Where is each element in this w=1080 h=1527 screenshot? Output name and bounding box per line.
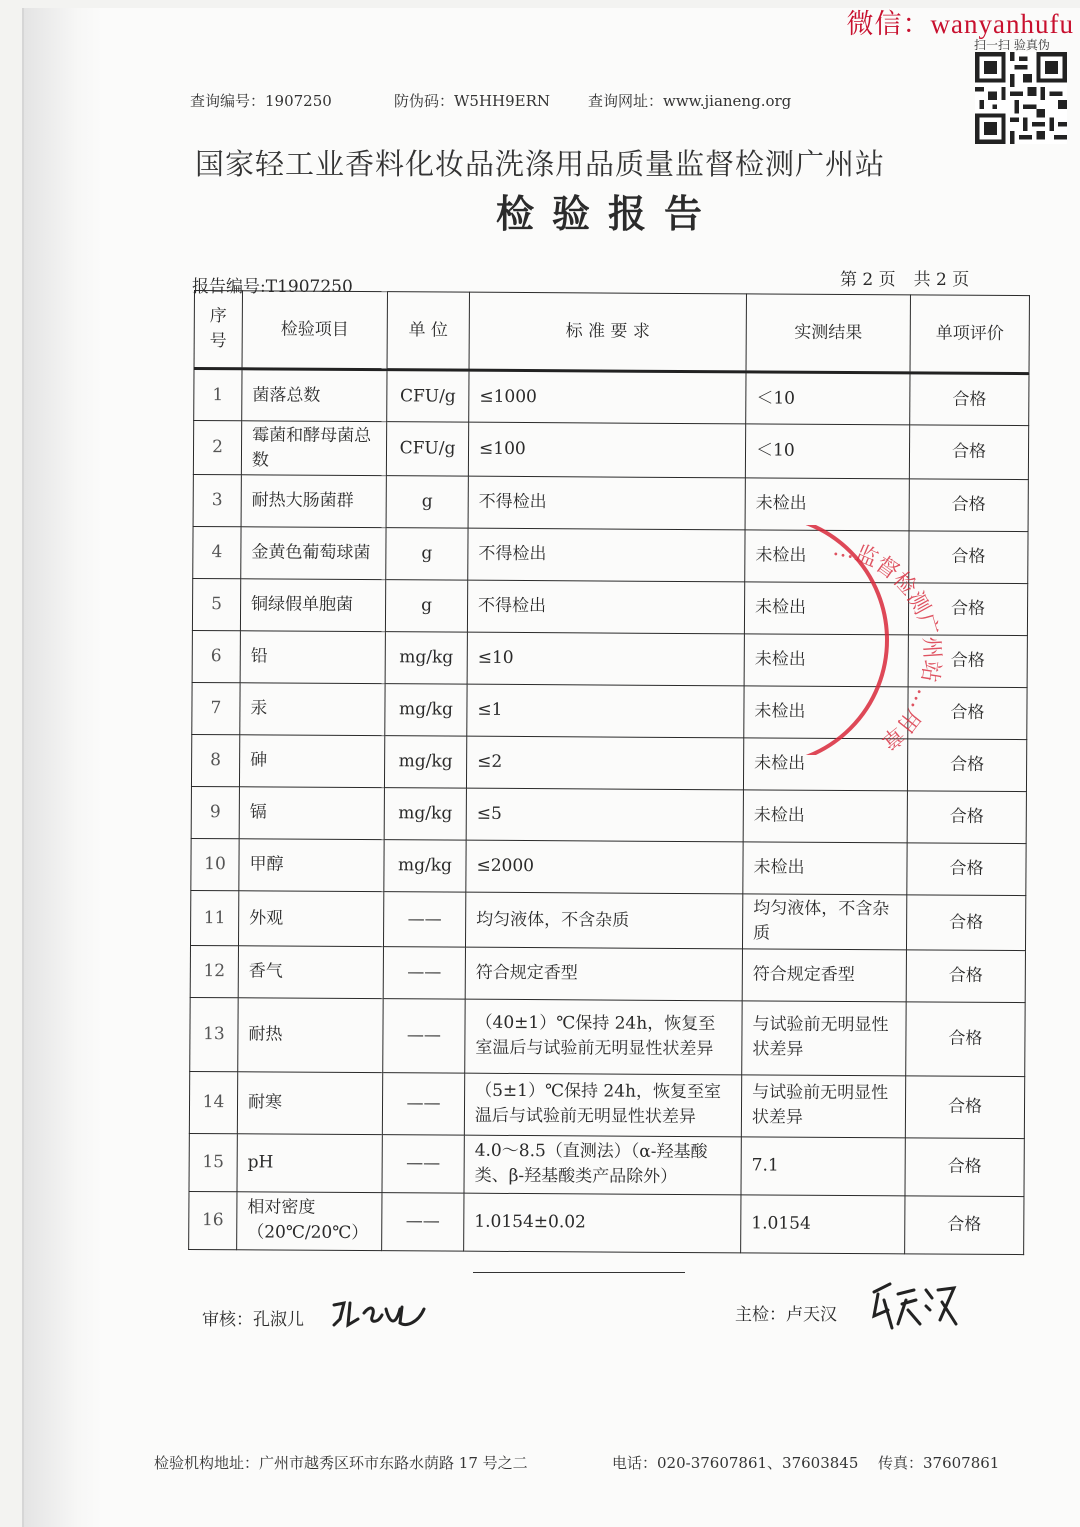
- cell-item: 耐热: [238, 997, 383, 1072]
- cell-item: 菌落总数: [242, 369, 387, 422]
- cell-result: 未检出: [744, 582, 908, 635]
- cell-seq: 15: [189, 1133, 237, 1191]
- cell-seq: 3: [193, 475, 241, 527]
- cell-standard: 1.0154±0.02: [464, 1193, 741, 1253]
- cell-standard: ≤1: [467, 684, 744, 738]
- page-total: 共 2 页: [913, 270, 970, 290]
- cell-unit: mg/kg: [384, 840, 466, 892]
- cell-evaluation: 合格: [906, 949, 1025, 1002]
- header-evaluation: 单项评价: [910, 295, 1029, 374]
- cell-evaluation: 合格: [908, 687, 1027, 740]
- cell-result: 未检出: [745, 478, 909, 531]
- footer-phone: 电话：020-37607861、37603845: [612, 1454, 859, 1472]
- page-info: [840, 265, 987, 290]
- table-row: [194, 369, 1029, 426]
- query-url: 查询网址：www.jianeng.org: [588, 92, 792, 110]
- qr-code-icon[interactable]: [975, 52, 1067, 144]
- cell-result: 与试验前无明显性状差异: [742, 1000, 906, 1075]
- cell-item: 铜绿假单胞菌: [240, 579, 385, 632]
- cell-result: 符合规定香型: [742, 948, 906, 1001]
- cell-evaluation: 合格: [909, 531, 1028, 584]
- cell-unit: mg/kg: [384, 736, 466, 788]
- cell-item: 砷: [239, 735, 384, 788]
- table-row: [191, 787, 1026, 844]
- cell-result: 与试验前无明显性状差异: [741, 1074, 905, 1137]
- table-row: [189, 1071, 1024, 1138]
- cell-item: 镉: [239, 787, 384, 840]
- cell-unit: mg/kg: [384, 788, 466, 840]
- signature-divider: [473, 1272, 685, 1273]
- cell-seq: 11: [190, 891, 238, 946]
- cell-standard: ≤1000: [469, 370, 746, 424]
- cell-standard: 不得检出: [468, 528, 745, 582]
- cell-unit: ——: [382, 1134, 464, 1192]
- cell-standard: 符合规定香型: [465, 947, 742, 1001]
- cell-seq: 1: [194, 369, 242, 421]
- cell-unit: CFU/g: [386, 422, 468, 477]
- cell-result: 均匀液体，不含杂质: [742, 894, 906, 949]
- cell-evaluation: 合格: [906, 895, 1025, 950]
- footer-address: 检验机构地址：广州市越秀区环市东路水荫路 17 号之二: [154, 1454, 528, 1472]
- reviewer-label: 审核：孔淑儿: [202, 1310, 304, 1330]
- header-standard: 标 准 要 求: [469, 292, 746, 372]
- cell-evaluation: 合格: [905, 1075, 1024, 1138]
- cell-result: ＜10: [745, 424, 909, 479]
- report-number: 报告编号:T1907250: [192, 277, 353, 297]
- cell-standard: 不得检出: [468, 476, 745, 530]
- official-seal: [772, 525, 1002, 755]
- cell-seq: 10: [191, 839, 239, 891]
- cell-unit: g: [385, 580, 467, 632]
- table-row: [191, 839, 1026, 896]
- header-item: 检验项目: [242, 291, 387, 370]
- cell-unit: mg/kg: [385, 684, 467, 736]
- cell-result: 未检出: [743, 790, 907, 843]
- table-row: [190, 997, 1025, 1076]
- cell-seq: 5: [192, 579, 240, 631]
- cell-item: 铅: [240, 631, 385, 684]
- cell-item: 香气: [238, 945, 383, 998]
- inspection-table: [188, 290, 1030, 1255]
- qr-label: 扫一扫 验真伪: [974, 38, 1050, 52]
- cell-unit: ——: [383, 946, 465, 998]
- cell-standard: （40±1）℃保持 24h，恢复至室温后与试验前无明显性状差异: [465, 999, 742, 1075]
- cell-seq: 12: [190, 945, 238, 997]
- cell-evaluation: 合格: [905, 1195, 1024, 1254]
- cell-seq: 8: [191, 735, 239, 787]
- table-row: [190, 891, 1025, 950]
- table-row: [189, 1133, 1024, 1196]
- cell-evaluation: 合格: [908, 635, 1027, 688]
- cell-item: 相对密度（20℃/20℃）: [237, 1191, 382, 1250]
- cell-standard: ≤10: [467, 632, 744, 686]
- table-row: [189, 1191, 1024, 1254]
- table-row: [193, 475, 1028, 532]
- cell-unit: ——: [382, 1192, 464, 1250]
- inspector-label: 主检：卢天汉: [735, 1305, 837, 1325]
- wechat-watermark: 微信：wanyanhufu: [846, 9, 1074, 39]
- cell-unit: ——: [382, 1072, 464, 1134]
- cell-standard: ≤2: [466, 736, 743, 790]
- cell-result: 未检出: [743, 738, 907, 791]
- cell-standard: ≤5: [466, 788, 743, 842]
- header-unit: 单 位: [387, 292, 469, 370]
- cell-seq: 2: [193, 421, 241, 476]
- reviewer-signature: [330, 1295, 440, 1335]
- cell-evaluation: 合格: [907, 843, 1026, 896]
- table-header-row: [194, 291, 1029, 374]
- cell-unit: ——: [383, 998, 465, 1072]
- cell-item: 耐寒: [237, 1071, 382, 1134]
- cell-standard: ≤100: [468, 422, 745, 478]
- cell-standard: ≤2000: [466, 840, 743, 894]
- cell-result: 未检出: [745, 530, 909, 583]
- cell-item: pH: [237, 1133, 382, 1192]
- inspector-signature: [868, 1280, 958, 1332]
- cell-unit: CFU/g: [387, 370, 469, 422]
- cell-seq: 14: [189, 1071, 237, 1133]
- table-row: [190, 945, 1025, 1002]
- cell-evaluation: 合格: [909, 425, 1028, 480]
- cell-item: 甲醇: [239, 839, 384, 892]
- page-number: 第 2 页: [840, 270, 896, 290]
- cell-evaluation: 合格: [907, 791, 1026, 844]
- cell-unit: g: [386, 476, 468, 528]
- table-row: [193, 421, 1028, 480]
- organization-title: 国家轻工业香料化妆品洗涤用品质量监督检测广州站: [194, 147, 885, 181]
- cell-evaluation: 合格: [907, 739, 1026, 792]
- cell-result: 未检出: [744, 686, 908, 739]
- cell-seq: 13: [190, 997, 238, 1071]
- cell-unit: ——: [383, 892, 465, 947]
- query-number: 查询编号：1907250: [190, 92, 332, 110]
- cell-evaluation: 合格: [906, 1001, 1025, 1076]
- header-seq: 序号: [194, 291, 242, 369]
- document-title: 检验报告: [495, 192, 720, 236]
- cell-evaluation: 合格: [905, 1137, 1024, 1196]
- header-result: 实测结果: [746, 294, 910, 373]
- cell-standard: 4.0～8.5（直测法）（α-羟基酸类、β-羟基酸类产品除外）: [464, 1135, 741, 1195]
- cell-seq: 4: [193, 527, 241, 579]
- cell-result: 未检出: [744, 634, 908, 687]
- cell-evaluation: 合格: [910, 373, 1029, 426]
- cell-standard: 均匀液体，不含杂质: [465, 892, 742, 948]
- seal-text: …监督检测广州站 …用章: [830, 535, 945, 754]
- cell-item: 汞: [240, 683, 385, 736]
- cell-item: 金黄色葡萄球菌: [241, 527, 386, 580]
- cell-evaluation: 合格: [908, 583, 1027, 636]
- cell-standard: （5±1）℃保持 24h，恢复至室温后与试验前无明显性状差异: [464, 1073, 741, 1137]
- cell-result: 7.1: [741, 1136, 905, 1195]
- cell-item: 霉菌和酵母菌总数: [241, 421, 386, 476]
- anti-fake-code: 防伪码：W5HH9ERN: [394, 92, 551, 110]
- cell-seq: 9: [191, 787, 239, 839]
- cell-seq: 16: [189, 1191, 237, 1249]
- cell-result: 1.0154: [741, 1194, 905, 1253]
- cell-seq: 6: [192, 631, 240, 683]
- cell-unit: mg/kg: [385, 632, 467, 684]
- footer-fax: 传真：37607861: [878, 1454, 1000, 1472]
- cell-unit: g: [386, 528, 468, 580]
- cell-result: ＜10: [746, 372, 910, 425]
- cell-item: 耐热大肠菌群: [241, 475, 386, 528]
- cell-evaluation: 合格: [909, 479, 1028, 532]
- cell-item: 外观: [238, 891, 383, 946]
- cell-result: 未检出: [743, 842, 907, 895]
- cell-standard: 不得检出: [467, 580, 744, 634]
- cell-seq: 7: [192, 683, 240, 735]
